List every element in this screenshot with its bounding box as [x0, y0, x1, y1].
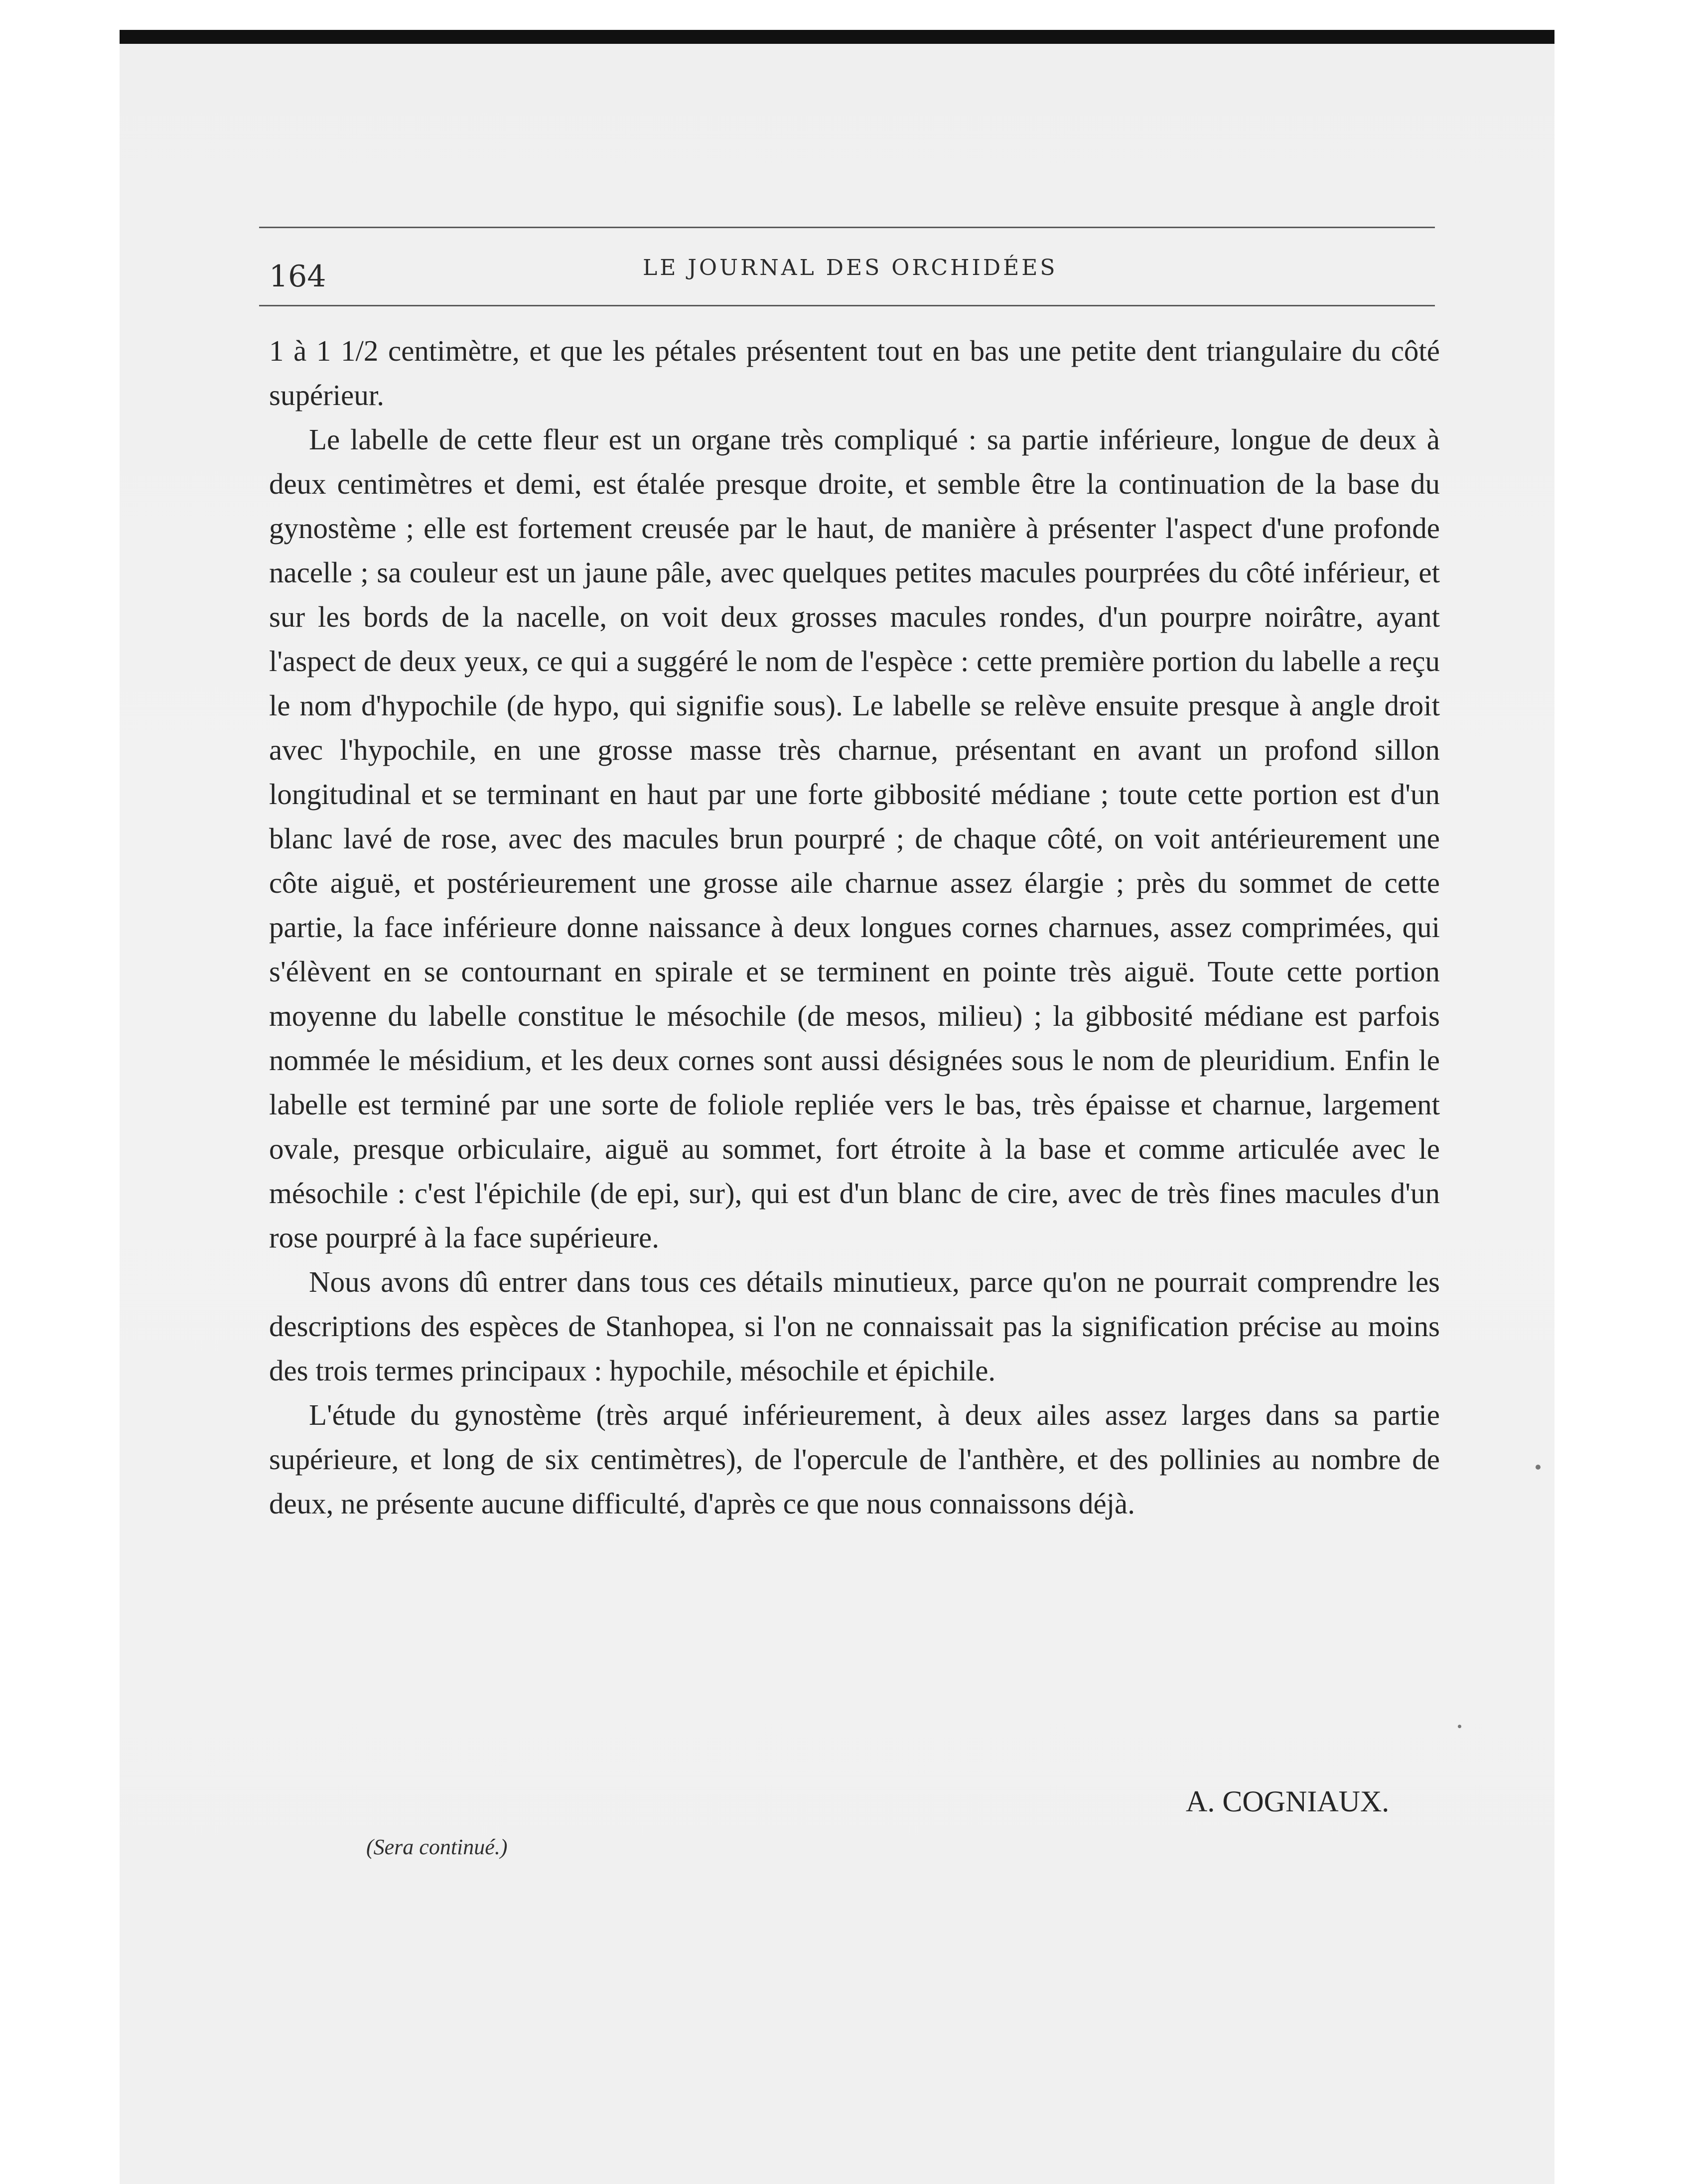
- scan-edge: [120, 30, 1554, 44]
- paragraph-3: Nous avons dû entrer dans tous ces détails minutieux, parce qu'on ne pourrait comprendre les descriptions des espèces de Stanhopea, si l'on ne connaissait pas la signification précise au moins des trois termes principaux : hypochile, mésochile et épichile.: [269, 1265, 1440, 1387]
- continuation-note: (Sera continué.): [366, 1835, 508, 1859]
- scan-speck: [1536, 1465, 1541, 1470]
- paragraph-2: Le labelle de cette fleur est un organe très compliqué : sa partie inférieure, longue de deux à deux centimètres et demi, est étalée presque droite, et semble être la continuation de la base du gynostème ; elle est fortement creusée par le haut, de manière à présenter l'aspect d'une profonde nacelle ; sa couleur est un jaune pâle, avec quelques petites macules pourprées du côté inférieur, et sur les bords de la nacelle, on voit deux grosses macules rondes, d'un pourpre noirâtre, ayant l'aspect de deux yeux, ce qui a suggéré le nom de l'espèce : cette première portion du labelle a reçu le nom d'hypochile (de hypo, qui signifie sous). Le labelle se relève ensuite presque à angle droit avec l'hypochile, en une grosse masse très charnue, présentant en avant un profond sillon longitudinal et se terminant en haut par une forte gibbosité médiane ; toute cette portion est d'un blanc lavé de rose, avec des macules brun pourpré ; de chaque côté, on voit antérieurement une côte aiguë, et postérieurement une grosse aile charnue assez élargie ; près du sommet de cette partie, la face inférieure donne naissance à deux longues cornes charnues, assez comprimées, qui s'élèvent en se contournant en spirale et se terminent en pointe très aiguë. Toute cette portion moyenne du labelle constitue le mésochile (de mesos, milieu) ; la gibbosité médiane est parfois nommée le mésidium, et les deux cornes sont aussi désignées sous le nom de pleuridium. Enfin le labelle est terminé par une sorte de foliole repliée vers le bas, très épaisse et charnue, largement ovale, presque orbiculaire, aiguë au sommet, fort étroite à la base et comme articulée avec le mésochile : c'est l'épichile (de epi, sur), qui est d'un blanc de cire, avec de très fines macules d'un rose pourpré à la face supérieure.: [269, 423, 1440, 1254]
- scan-speck: [1458, 1725, 1461, 1728]
- paragraph-1: 1 à 1 1/2 centimètre, et que les pétales présentent tout en bas une petite dent triangulaire du côté supérieur.: [269, 334, 1440, 411]
- header-rule-top: [259, 227, 1435, 228]
- page-number: 164: [269, 259, 326, 294]
- header-rule-bottom: [259, 305, 1435, 306]
- paragraph-4: L'étude du gynostème (très arqué inférieurement, à deux ailes assez larges dans sa partie supérieure, et long de six centimètres), de l'opercule de l'anthère, et des pollinies au nombre de deux, ne présente aucune difficulté, d'après ce que nous connaissons déjà.: [269, 1398, 1440, 1520]
- running-title: LE JOURNAL DES ORCHIDÉES: [643, 255, 1058, 280]
- article-body: [269, 329, 1440, 1526]
- author-signature: A. COGNIAUX.: [1186, 1785, 1390, 1818]
